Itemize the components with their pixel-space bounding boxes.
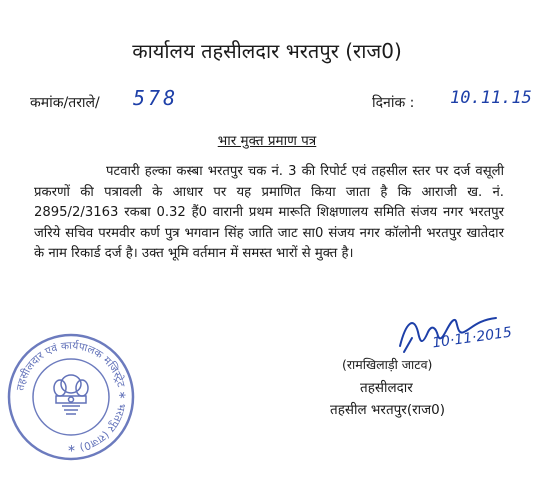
body-paragraph: पटवारी हल्का कस्बा भरतपुर चक नं. 3 की रिपोर्ट एवं तहसील स्तर पर दर्ज वसूली प्रकरणों की पत्रावली के आधार पर यह प्रमाणित किया जाता है कि आराजी ख. नं. 2895/2/3163 रकबा 0.32 हैं0 वारानी प्रथम मारूति शिक्षणालय समिति संजय नगर भरतपुर जरिये सचिव परमवीर कर्ण पुत्र भगवान सिंह जाति जाट सा0 संजय नगर कॉलोनी भरतपुर खातेदार के नाम रिकार्ड दर्ज है। उक्त भूमि वर्तमान में समस्त भारों से मुक्त है। — [34, 164, 504, 262]
emblem-icon — [54, 375, 88, 414]
subject-heading — [0, 131, 534, 149]
reference-number: 578 — [133, 86, 179, 110]
svg-text:तहसीलदार एवं कार्यपालक मजिस्ट्: तहसीलदार एवं कार्यपालक मजिस्ट्रेट ∗ भरतपुर (राज0) ∗ — [14, 339, 129, 455]
signature-date: 10·11·2015 — [431, 324, 513, 352]
signatory-office: तहसील भरतपुर(राज0) — [330, 402, 445, 418]
reference-label: कमांक/तराले/ — [30, 95, 100, 111]
certificate-body — [34, 162, 504, 265]
official-seal — [6, 332, 136, 462]
date-label: दिनांक : — [372, 95, 415, 111]
office-title: कार्यालय तहसीलदार भरतपुर (राज0) — [132, 39, 402, 63]
date-value: 10.11.15 — [450, 88, 532, 108]
signatory-name: (रामखिलाड़ी जाटव) — [342, 357, 433, 372]
signatory-designation: तहसीलदार — [360, 380, 413, 396]
subject-text: भार मुक्त प्रमाण पत्र — [217, 133, 317, 149]
